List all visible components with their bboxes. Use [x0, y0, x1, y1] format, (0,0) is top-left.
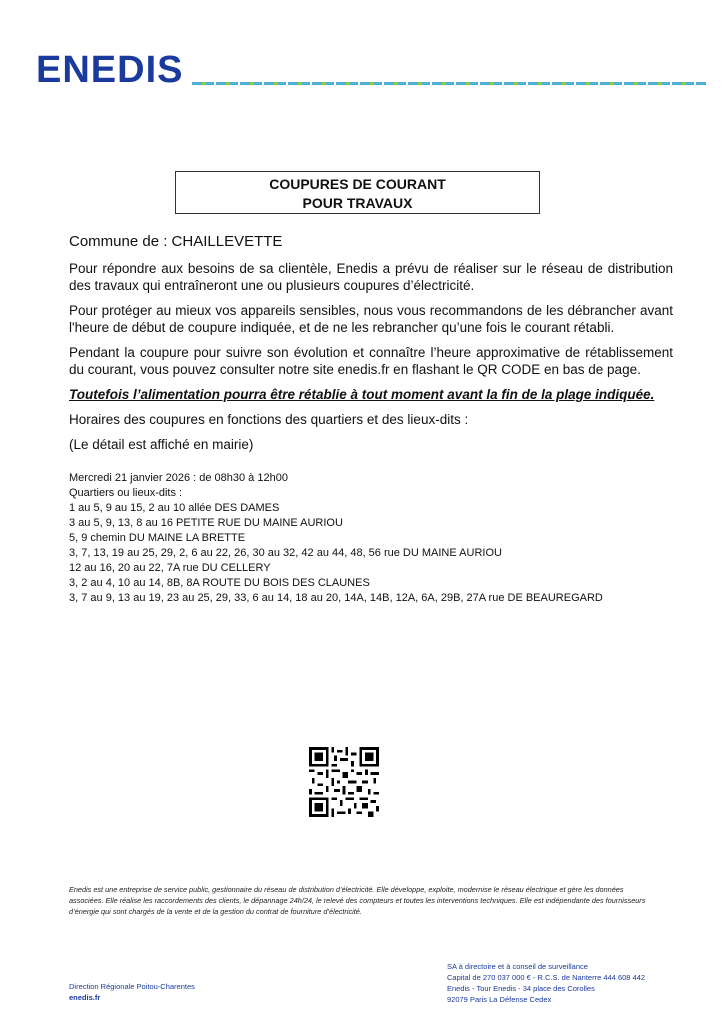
- regional-direction: Direction Régionale Poitou-Charentes: [69, 982, 195, 991]
- enedis-logo: [36, 50, 183, 90]
- footer-left: [69, 981, 195, 1003]
- logo-divider-line: [192, 82, 706, 85]
- title-line-2: POUR TRAVAUX: [302, 195, 413, 211]
- company-info-line: 92079 Paris La Défense Cedex: [447, 995, 552, 1004]
- qr-code-icon[interactable]: [309, 747, 379, 817]
- outage-date: Mercredi 21 janvier 2026 : de 08h30 à 12h00: [69, 472, 288, 484]
- logo-wordmark: ENEDIS: [36, 49, 184, 91]
- commune-label: Commune de : CHAILLEVETTE: [69, 233, 283, 250]
- outage-schedule: [69, 471, 673, 606]
- page-title: [175, 171, 540, 214]
- company-info-line: Capital de 270 037 000 € - R.C.S. de Nanterre 444 608 442: [447, 973, 646, 982]
- schedule-intro: Horaires des coupures en fonctions des quartiers et des lieux-dits :: [69, 412, 469, 427]
- paragraph-2: Pour protéger au mieux vos appareils sensibles, nous vous recommandons de les débrancher avant l'heure de début de coupure indiquée, et de ne les rebrancher qu’une fois le courant rétabli.: [69, 303, 673, 335]
- area-item: 3, 7, 13, 19 au 25, 29, 2, 6 au 22, 26, 30 au 32, 42 au 44, 48, 56 rue DU MAINE AURIOU: [69, 547, 502, 559]
- footer-legal-note: Enedis est une entreprise de service public, gestionnaire du réseau de distribution d’électricité. Elle développe, exploite, modernise le réseau électrique et gère les données associées. Elle réalise les raccordements des clients, le dépannage 24h/24, le relevé des compteurs et toutes les interventions techniques. Elle est indépendante des fournisseurs d’énergie qui sont chargés de la vente et de la gestion du contrat de fourniture d’électricité.: [69, 885, 646, 916]
- footer-company-info: [447, 961, 645, 1005]
- title-line-1: COUPURES DE COURANT: [269, 176, 446, 192]
- detail-note: (Le détail est affiché en mairie): [69, 437, 254, 452]
- area-item: 1 au 5, 9 au 15, 2 au 10 allée DES DAMES: [69, 502, 280, 514]
- area-item: 5, 9 chemin DU MAINE LA BRETTE: [69, 532, 246, 544]
- company-info-line: SA à directoire et à conseil de surveillance: [447, 962, 588, 971]
- company-info-line: Enedis - Tour Enedis - 34 place des Corolles: [447, 984, 595, 993]
- website-link[interactable]: enedis.fr: [69, 993, 101, 1002]
- warning-text: Toutefois l’alimentation pourra être rétablie à tout moment avant la fin de la plage indiquée.: [69, 387, 655, 402]
- area-item: 12 au 16, 20 au 22, 7A rue DU CELLERY: [69, 562, 271, 574]
- area-item: 3, 2 au 4, 10 au 14, 8B, 8A ROUTE DU BOIS DES CLAUNES: [69, 577, 370, 589]
- body-text: [69, 260, 673, 461]
- area-item: 3 au 5, 9, 13, 8 au 16 PETITE RUE DU MAINE AURIOU: [69, 517, 343, 529]
- areas-label: Quartiers ou lieux-dits :: [69, 487, 183, 499]
- paragraph-1: Pour répondre aux besoins de sa clientèle, Enedis a prévu de réaliser sur le réseau de distribution des travaux qui entraîneront une ou plusieurs coupures d’électricité.: [69, 261, 673, 293]
- area-item: 3, 7 au 9, 13 au 19, 23 au 25, 29, 33, 6 au 14, 18 au 20, 14A, 14B, 12A, 6A, 29B, 27A rue DE BEAUREGARD: [69, 592, 603, 604]
- paragraph-3: Pendant la coupure pour suivre son évolution et connaître l’heure approximative de rétablissement du courant, vous pouvez consulter notre site enedis.fr en flashant le QR CODE en bas de page.: [69, 345, 673, 377]
